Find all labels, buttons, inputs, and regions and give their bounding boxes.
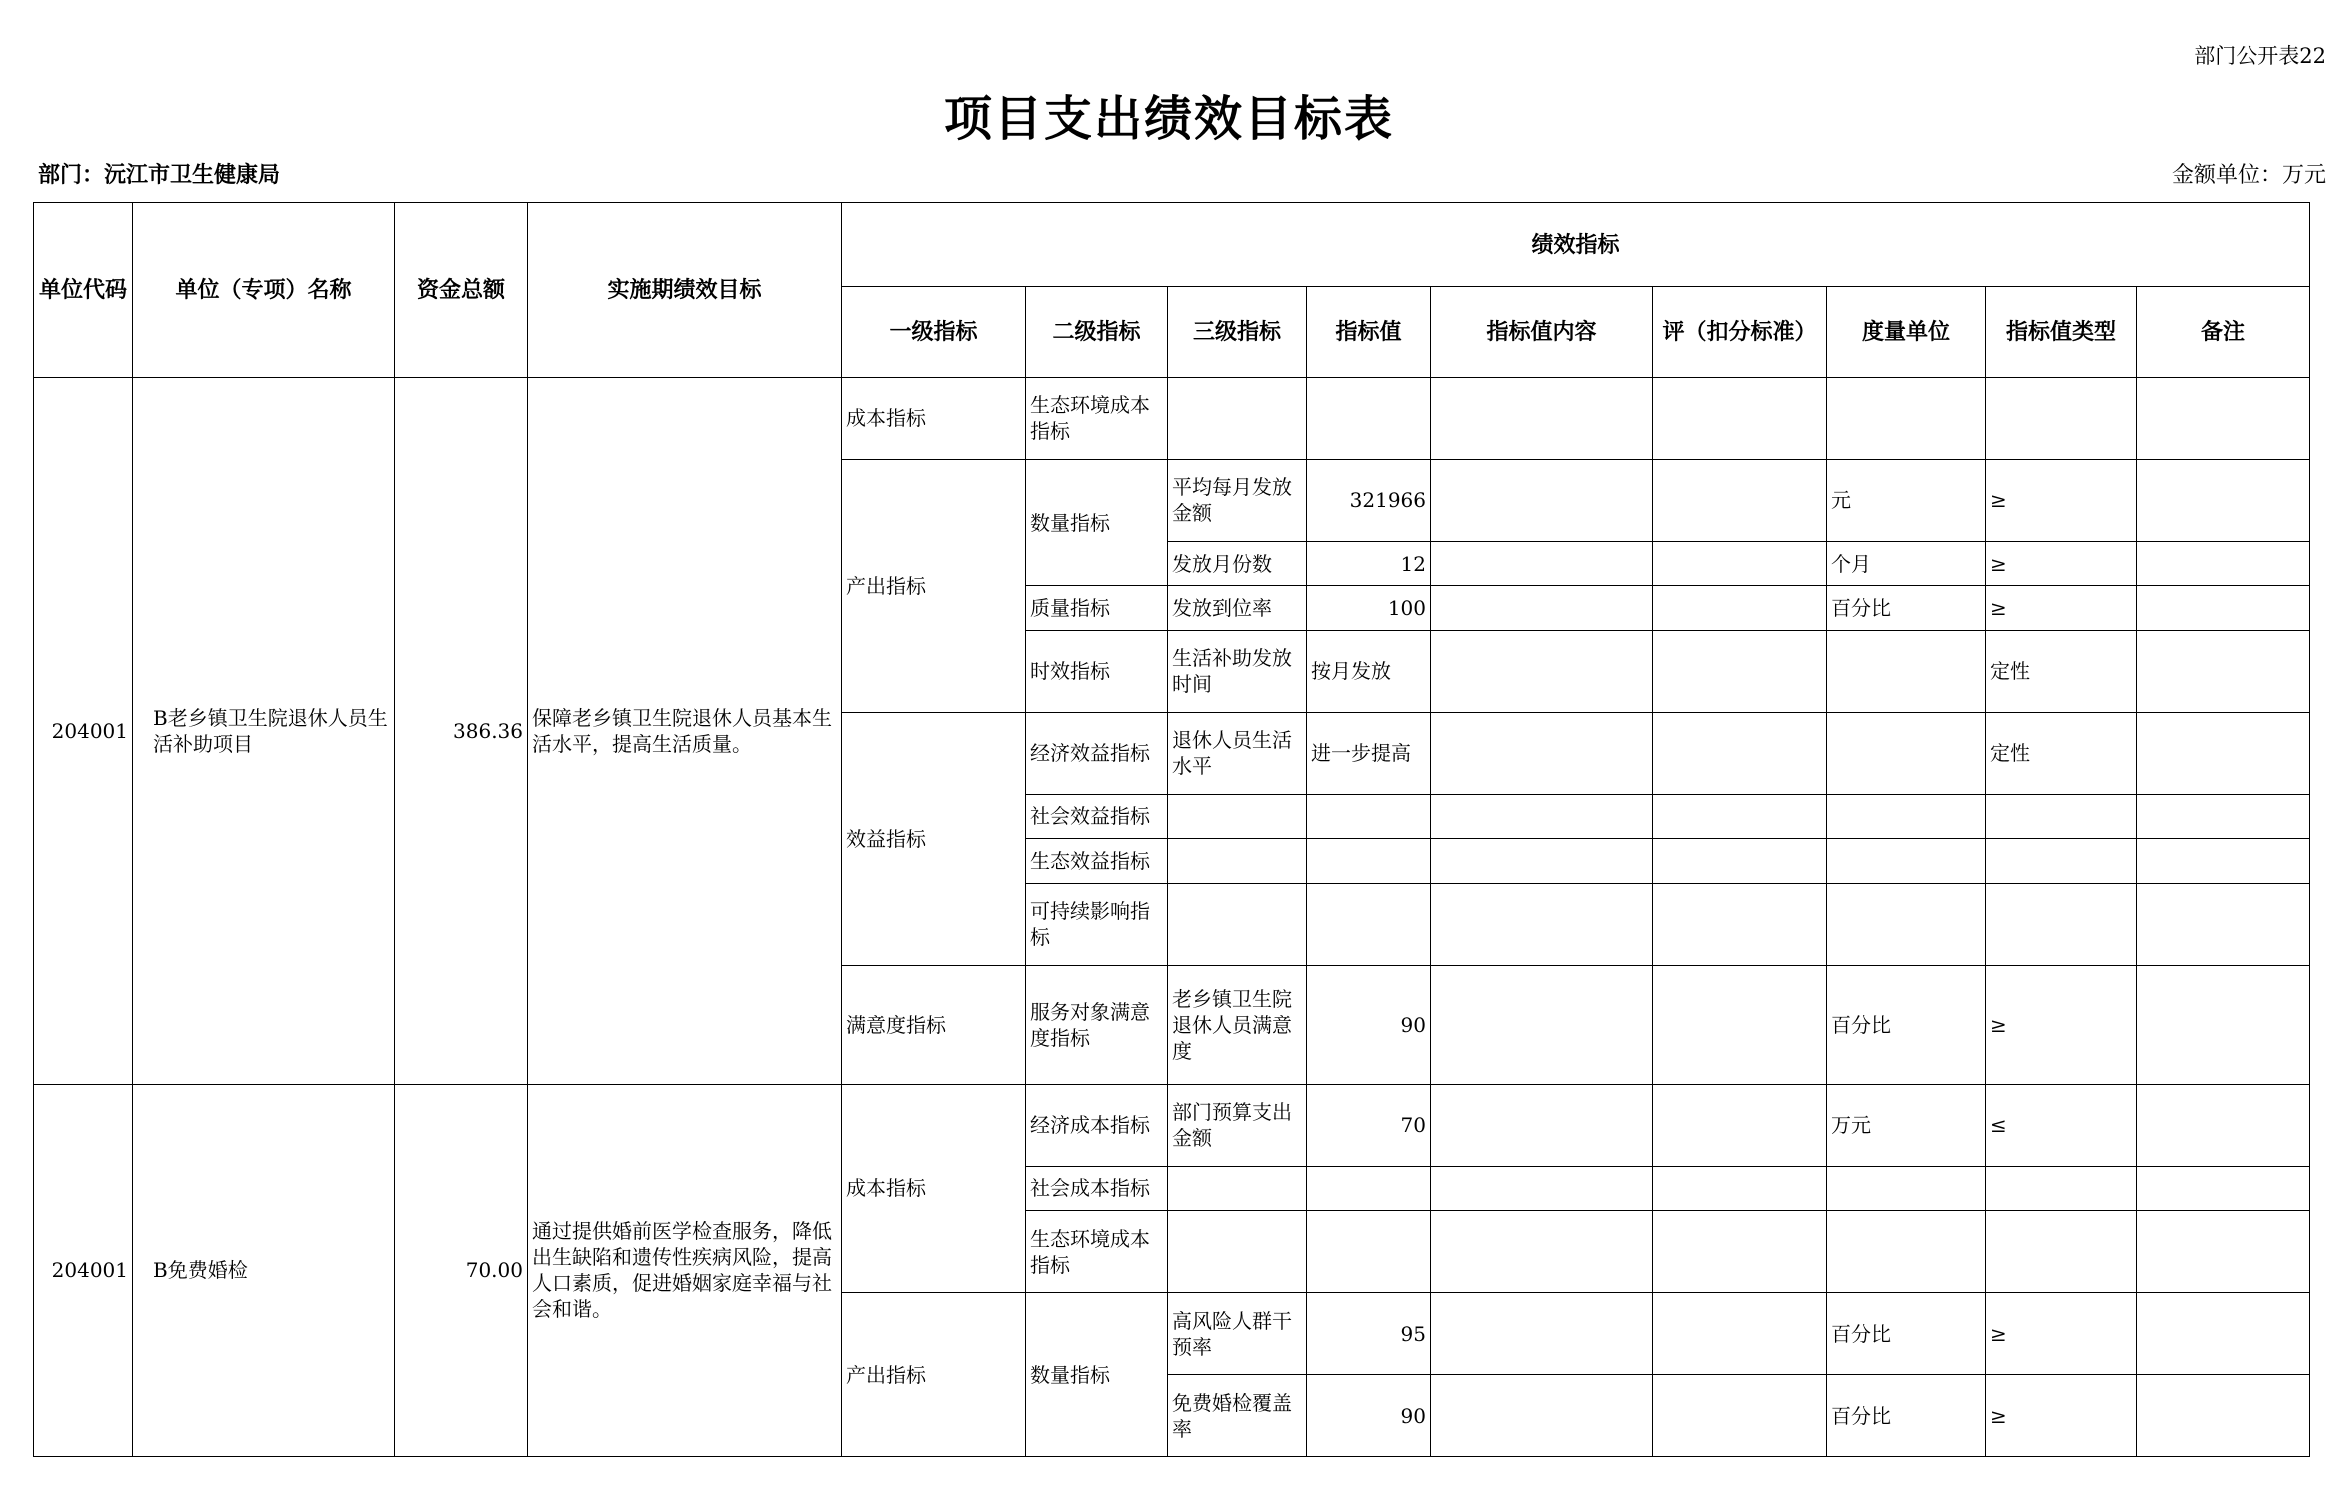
value-type-cell: ≥ <box>1986 1293 2137 1375</box>
value-cell <box>1307 794 1431 839</box>
value-type-cell <box>1986 1211 2137 1293</box>
level2-cell: 质量指标 <box>1026 586 1168 631</box>
scoring-cell <box>1653 1375 1827 1457</box>
measure-unit-cell <box>1827 1166 1986 1211</box>
value-type-cell: ≤ <box>1986 1084 2137 1166</box>
value-content-cell <box>1431 1084 1653 1166</box>
level1-cell: 产出指标 <box>842 1293 1026 1457</box>
measure-unit-cell: 万元 <box>1827 1084 1986 1166</box>
scoring-cell <box>1653 965 1827 1084</box>
total-funds-cell: 70.00 <box>395 1084 528 1456</box>
measure-unit-cell <box>1827 1211 1986 1293</box>
level1-cell: 效益指标 <box>842 712 1026 965</box>
table-row <box>34 1084 2310 1166</box>
scoring-cell <box>1653 794 1827 839</box>
scoring-cell <box>1653 712 1827 794</box>
value-content-cell <box>1431 883 1653 965</box>
measure-unit-cell: 个月 <box>1827 541 1986 586</box>
value-cell: 95 <box>1307 1293 1431 1375</box>
level3-cell <box>1168 1166 1307 1211</box>
value-cell: 100 <box>1307 586 1431 631</box>
remarks-cell <box>2137 586 2310 631</box>
level2-cell: 可持续影响指标 <box>1026 883 1168 965</box>
value-content-cell <box>1431 839 1653 884</box>
value-cell <box>1307 883 1431 965</box>
scoring-cell <box>1653 1084 1827 1166</box>
level2-cell: 时效指标 <box>1026 630 1168 712</box>
value-content-cell <box>1431 630 1653 712</box>
scoring-cell <box>1653 1293 1827 1375</box>
value-content-cell <box>1431 1375 1653 1457</box>
level3-cell: 生活补助发放时间 <box>1168 630 1307 712</box>
level2-cell: 社会成本指标 <box>1026 1166 1168 1211</box>
measure-unit-cell <box>1827 839 1986 884</box>
department-label: 部门：沅江市卫生健康局 <box>38 162 281 188</box>
header-remarks: 备注 <box>2137 287 2310 378</box>
value-content-cell <box>1431 1293 1653 1375</box>
remarks-cell <box>2137 839 2310 884</box>
scoring-cell <box>1653 1166 1827 1211</box>
level3-cell: 平均每月发放金额 <box>1168 459 1307 541</box>
level3-cell: 退休人员生活水平 <box>1168 712 1307 794</box>
level1-cell: 产出指标 <box>842 459 1026 712</box>
header-indicators: 绩效指标 <box>842 203 2310 287</box>
form-number-label: 部门公开表22 <box>2194 44 2326 68</box>
level2-cell: 生态效益指标 <box>1026 839 1168 884</box>
scoring-cell <box>1653 586 1827 631</box>
remarks-cell <box>2137 1375 2310 1457</box>
goal-cell: 保障老乡镇卫生院退休人员基本生活水平，提高生活质量。 <box>528 378 842 1085</box>
remarks-cell <box>2137 794 2310 839</box>
unit-name-cell: B老乡镇卫生院退休人员生活补助项目 <box>133 378 395 1085</box>
value-type-cell: 定性 <box>1986 630 2137 712</box>
remarks-cell <box>2137 541 2310 586</box>
value-cell: 70 <box>1307 1084 1431 1166</box>
level2-cell: 社会效益指标 <box>1026 794 1168 839</box>
value-type-cell <box>1986 883 2137 965</box>
measure-unit-cell: 百分比 <box>1827 1293 1986 1375</box>
level1-cell: 成本指标 <box>842 1084 1026 1292</box>
measure-unit-cell <box>1827 712 1986 794</box>
unit-code-cell: 204001 <box>34 1084 133 1456</box>
level2-cell: 数量指标 <box>1026 1293 1168 1457</box>
level3-cell <box>1168 378 1307 460</box>
value-type-cell <box>1986 839 2137 884</box>
value-type-cell: ≥ <box>1986 459 2137 541</box>
level3-cell <box>1168 794 1307 839</box>
measure-unit-cell: 元 <box>1827 459 1986 541</box>
header-total-funds: 资金总额 <box>395 203 528 378</box>
level3-cell: 发放到位率 <box>1168 586 1307 631</box>
scoring-cell <box>1653 459 1827 541</box>
measure-unit-cell <box>1827 883 1986 965</box>
remarks-cell <box>2137 883 2310 965</box>
value-content-cell <box>1431 378 1653 460</box>
header-unit-code: 单位代码 <box>34 203 133 378</box>
value-type-cell <box>1986 1166 2137 1211</box>
value-content-cell <box>1431 459 1653 541</box>
value-content-cell <box>1431 965 1653 1084</box>
value-content-cell <box>1431 586 1653 631</box>
header-measure-unit: 度量单位 <box>1827 287 1986 378</box>
measure-unit-cell <box>1827 378 1986 460</box>
value-type-cell: ≥ <box>1986 586 2137 631</box>
table-row <box>34 378 2310 460</box>
remarks-cell <box>2137 459 2310 541</box>
level1-cell: 满意度指标 <box>842 965 1026 1084</box>
header-value-type: 指标值类型 <box>1986 287 2137 378</box>
value-content-cell <box>1431 541 1653 586</box>
scoring-cell <box>1653 883 1827 965</box>
measure-unit-cell: 百分比 <box>1827 965 1986 1084</box>
value-cell <box>1307 1166 1431 1211</box>
unit-code-cell: 204001 <box>34 378 133 1085</box>
header-level3: 三级指标 <box>1168 287 1307 378</box>
level1-cell: 成本指标 <box>842 378 1026 460</box>
remarks-cell <box>2137 630 2310 712</box>
level3-cell <box>1168 883 1307 965</box>
header-value: 指标值 <box>1307 287 1431 378</box>
unit-name-cell: B免费婚检 <box>133 1084 395 1456</box>
scoring-cell <box>1653 378 1827 460</box>
remarks-cell <box>2137 378 2310 460</box>
value-type-cell: ≥ <box>1986 541 2137 586</box>
scoring-cell <box>1653 1211 1827 1293</box>
level2-cell: 生态环境成本指标 <box>1026 378 1168 460</box>
value-cell: 321966 <box>1307 459 1431 541</box>
header-level2: 二级指标 <box>1026 287 1168 378</box>
value-type-cell: ≥ <box>1986 1375 2137 1457</box>
level3-cell: 免费婚检覆盖率 <box>1168 1375 1307 1457</box>
level3-cell: 高风险人群干预率 <box>1168 1293 1307 1375</box>
value-cell <box>1307 1211 1431 1293</box>
level3-cell: 发放月份数 <box>1168 541 1307 586</box>
measure-unit-cell: 百分比 <box>1827 586 1986 631</box>
remarks-cell <box>2137 1166 2310 1211</box>
scoring-cell <box>1653 630 1827 712</box>
remarks-cell <box>2137 712 2310 794</box>
header-value-content: 指标值内容 <box>1431 287 1653 378</box>
level3-cell: 老乡镇卫生院退休人员满意度 <box>1168 965 1307 1084</box>
scoring-cell <box>1653 541 1827 586</box>
value-cell: 按月发放 <box>1307 630 1431 712</box>
header-goal: 实施期绩效目标 <box>528 203 842 378</box>
value-content-cell <box>1431 1211 1653 1293</box>
level2-cell: 经济成本指标 <box>1026 1084 1168 1166</box>
value-cell: 12 <box>1307 541 1431 586</box>
value-cell: 90 <box>1307 1375 1431 1457</box>
measure-unit-cell <box>1827 794 1986 839</box>
value-type-cell <box>1986 794 2137 839</box>
value-type-cell: ≥ <box>1986 965 2137 1084</box>
total-funds-cell: 386.36 <box>395 378 528 1085</box>
amount-unit-label: 金额单位：万元 <box>2171 163 2326 188</box>
remarks-cell <box>2137 965 2310 1084</box>
performance-table <box>33 202 2310 1457</box>
value-cell: 进一步提高 <box>1307 712 1431 794</box>
header-scoring: 评（扣分标准） <box>1653 287 1827 378</box>
remarks-cell <box>2137 1084 2310 1166</box>
page-title: 项目支出绩效目标表 <box>943 91 1394 147</box>
value-type-cell <box>1986 378 2137 460</box>
level3-cell <box>1168 1211 1307 1293</box>
value-type-cell: 定性 <box>1986 712 2137 794</box>
measure-unit-cell: 百分比 <box>1827 1375 1986 1457</box>
header-unit-name: 单位（专项）名称 <box>133 203 395 378</box>
level3-cell: 部门预算支出金额 <box>1168 1084 1307 1166</box>
header-level1: 一级指标 <box>842 287 1026 378</box>
value-content-cell <box>1431 712 1653 794</box>
level2-cell: 服务对象满意度指标 <box>1026 965 1168 1084</box>
scoring-cell <box>1653 839 1827 884</box>
measure-unit-cell <box>1827 630 1986 712</box>
level2-cell: 生态环境成本指标 <box>1026 1211 1168 1293</box>
value-cell: 90 <box>1307 965 1431 1084</box>
goal-cell: 通过提供婚前医学检查服务，降低出生缺陷和遗传性疾病风险，提高人口素质，促进婚姻家庭幸福与社会和谐。 <box>528 1084 842 1456</box>
value-cell <box>1307 378 1431 460</box>
value-content-cell <box>1431 1166 1653 1211</box>
value-content-cell <box>1431 794 1653 839</box>
value-cell <box>1307 839 1431 884</box>
level3-cell <box>1168 839 1307 884</box>
remarks-cell <box>2137 1211 2310 1293</box>
remarks-cell <box>2137 1293 2310 1375</box>
level2-cell: 经济效益指标 <box>1026 712 1168 794</box>
level2-cell: 数量指标 <box>1026 459 1168 585</box>
